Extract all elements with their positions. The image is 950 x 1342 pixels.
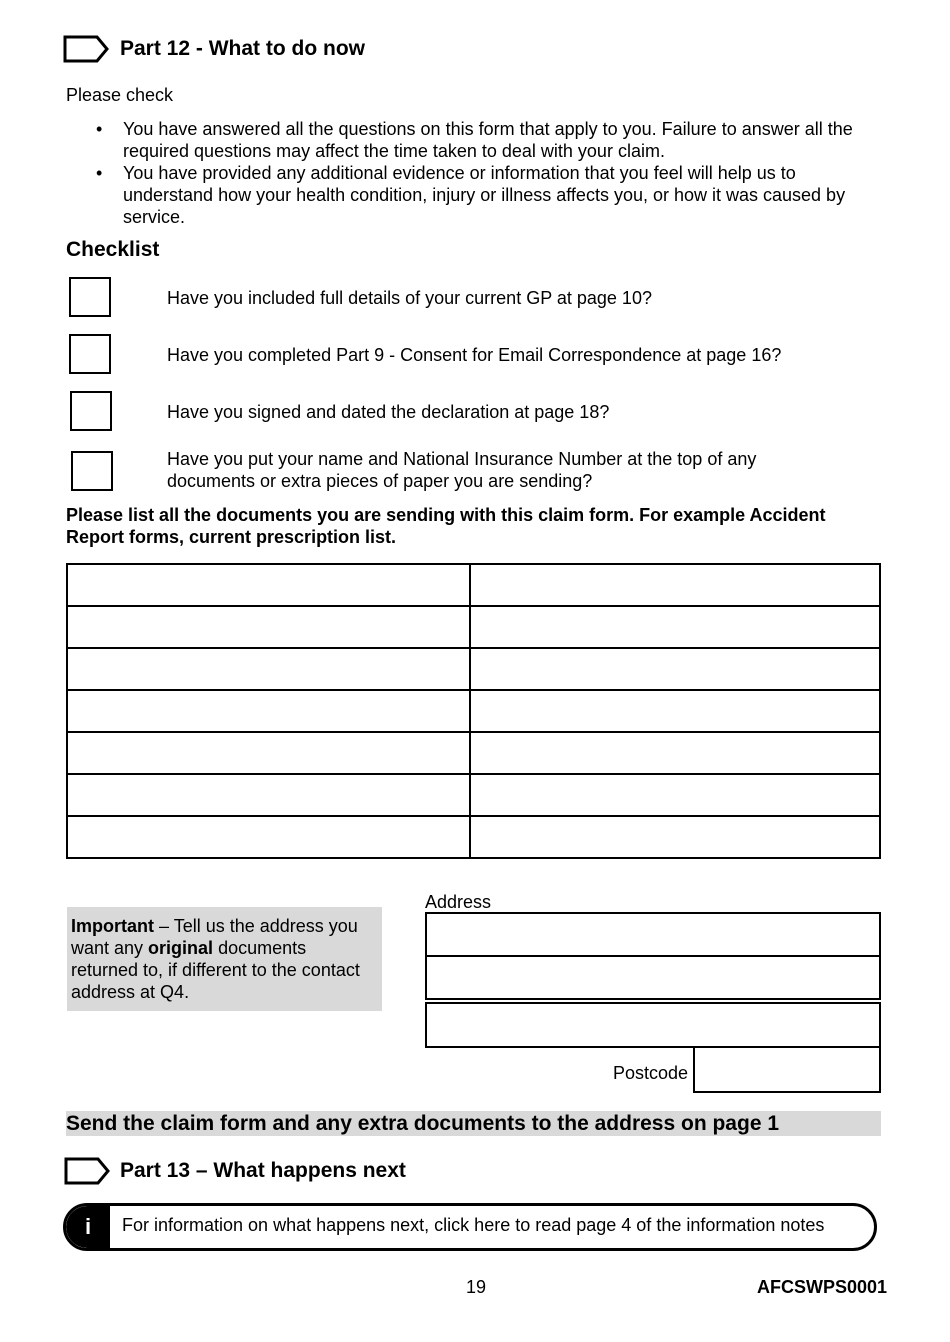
important-text-2: documents returned to, if different to the contact address at Q4. xyxy=(71,938,360,1002)
table-row xyxy=(67,648,880,690)
documents-table xyxy=(66,563,881,859)
document-entry[interactable] xyxy=(470,732,880,774)
table-row xyxy=(67,732,880,774)
please-check-text: Please check xyxy=(66,85,174,105)
part-12-title: Part 12 - What to do now xyxy=(120,37,365,60)
important-original: original xyxy=(148,938,214,958)
form-code: AFCSWPS0001 xyxy=(757,1277,888,1297)
page-number: 19 xyxy=(466,1277,487,1297)
table-row xyxy=(67,564,880,606)
check-bullets xyxy=(96,118,886,228)
table-row xyxy=(67,816,880,858)
postcode-field[interactable] xyxy=(693,1047,881,1093)
address-line-1-field[interactable] xyxy=(425,912,881,957)
document-entry[interactable] xyxy=(470,564,880,606)
document-entry[interactable] xyxy=(470,648,880,690)
table-row xyxy=(67,606,880,648)
part-13-title: Part 13 – What happens next xyxy=(120,1159,406,1182)
address-label: Address xyxy=(425,892,492,912)
checklist-item-declaration: Have you signed and dated the declaration at page 18? xyxy=(167,402,610,422)
checklist-checkbox-email-consent[interactable] xyxy=(69,334,111,374)
document-entry[interactable] xyxy=(470,690,880,732)
send-banner: Send the claim form and any extra documents to the address on page 1 xyxy=(66,1111,881,1136)
table-row xyxy=(67,690,880,732)
document-entry[interactable] xyxy=(67,732,470,774)
document-entry[interactable] xyxy=(67,816,470,858)
document-entry[interactable] xyxy=(67,564,470,606)
section-tag-icon xyxy=(63,35,109,63)
checklist-item-email-consent: Have you completed Part 9 - Consent for Email Correspondence at page 16? xyxy=(167,345,782,365)
section-tag-icon xyxy=(64,1157,110,1185)
documents-instruction: Please list all the documents you are sending with this claim form. For example Accident Report forms, current prescription list. xyxy=(66,505,826,547)
checklist-title: Checklist xyxy=(66,238,160,261)
checklist-checkbox-declaration[interactable] xyxy=(70,391,112,431)
postcode-label: Postcode xyxy=(613,1063,689,1083)
table-row xyxy=(67,774,880,816)
document-entry[interactable] xyxy=(470,606,880,648)
bullet-item: • You have provided any additional evidence or information that you feel will help us to understand how your health condition, injury or illness affects you, or how it was caused by service. xyxy=(96,162,886,228)
bullet-item: • You have answered all the questions on this form that apply to you. Failure to answer all the required questions may affect the time taken to deal with your claim. xyxy=(96,118,886,162)
important-label: Important xyxy=(71,916,154,936)
document-entry[interactable] xyxy=(67,774,470,816)
checklist-item-name-ni: Have you put your name and National Insurance Number at the top of any documents or extra pieces of paper you are sending? xyxy=(167,449,757,491)
document-entry[interactable] xyxy=(67,606,470,648)
address-line-2-field[interactable] xyxy=(425,955,881,1000)
checklist-checkbox-name-ni[interactable] xyxy=(71,451,113,491)
important-note xyxy=(67,907,382,1011)
document-entry[interactable] xyxy=(67,648,470,690)
info-notes-link[interactable] xyxy=(63,1203,877,1251)
info-link-text[interactable]: For information on what happens next, click here to read page 4 of the information notes xyxy=(122,1215,825,1235)
address-line-3-field[interactable] xyxy=(425,1002,881,1048)
important-text-1: – Tell us the address you want any xyxy=(71,916,358,958)
checklist-checkbox-gp[interactable] xyxy=(69,277,111,317)
document-entry[interactable] xyxy=(470,816,880,858)
document-entry[interactable] xyxy=(470,774,880,816)
document-entry[interactable] xyxy=(67,690,470,732)
info-icon: i xyxy=(66,1206,110,1248)
checklist-item-gp: Have you included full details of your current GP at page 10? xyxy=(167,288,652,308)
